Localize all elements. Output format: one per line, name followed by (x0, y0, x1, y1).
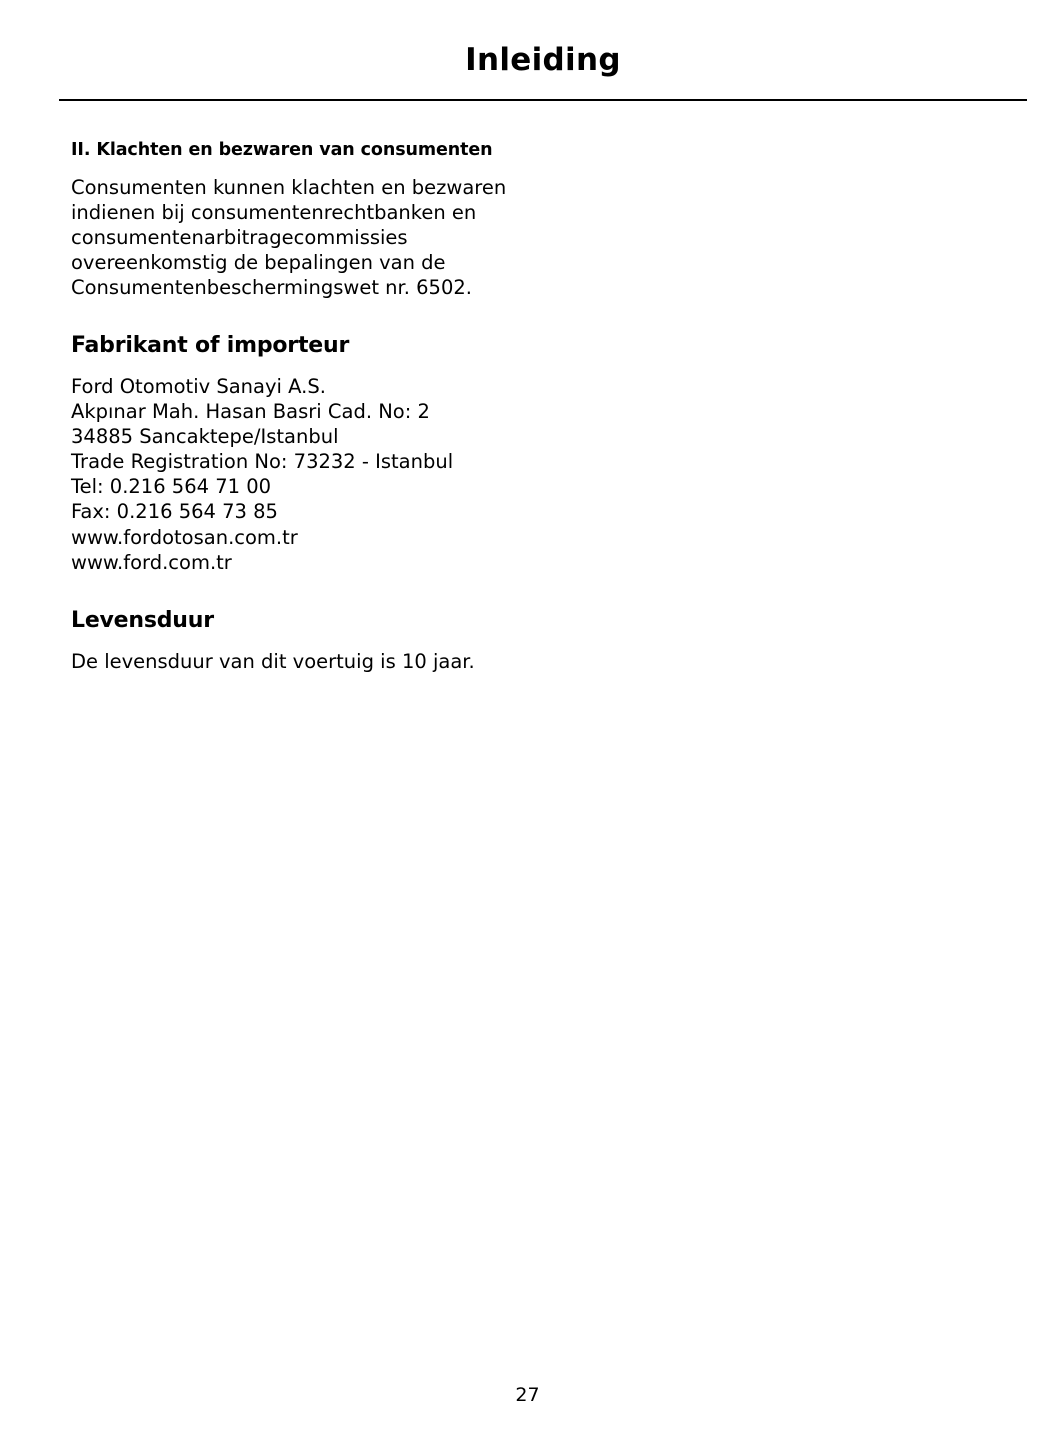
spacer (71, 301, 541, 330)
section-body-lifespan: De levensduur van dit voertuig is 10 jaar. (71, 650, 475, 674)
section-heading-complaints: II. Klachten en bezwaren van consumenten (71, 140, 493, 160)
page-content (71, 138, 541, 674)
section-heading-lifespan: Levensduur (71, 607, 214, 633)
header-divider (59, 99, 1027, 101)
page-number: 27 (515, 1384, 540, 1406)
spacer (71, 575, 541, 605)
page-header (59, 42, 1027, 90)
section-body-complaints: Consumenten kunnen klachten en bezwaren indienen bij consumentenrechtbanken en consumentenarbitragecommissies overeenkomstig de bepalingen van de Consumentenbeschermingswet nr. 6502. (71, 175, 507, 300)
section-heading-manufacturer: Fabrikant of importeur (71, 332, 350, 358)
page-title: Inleiding (465, 42, 621, 78)
section-body-manufacturer: Ford Otomotiv Sanayi A.S. Akpınar Mah. Hasan Basri Cad. No: 2 34885 Sancaktepe/Istanbul Trade Registration No: 73232 - Istanbul Tel: 0.216 564 71 00 Fax: 0.216 564 73 85 www.fordotosan.com.tr www.ford.com.tr (71, 374, 454, 574)
